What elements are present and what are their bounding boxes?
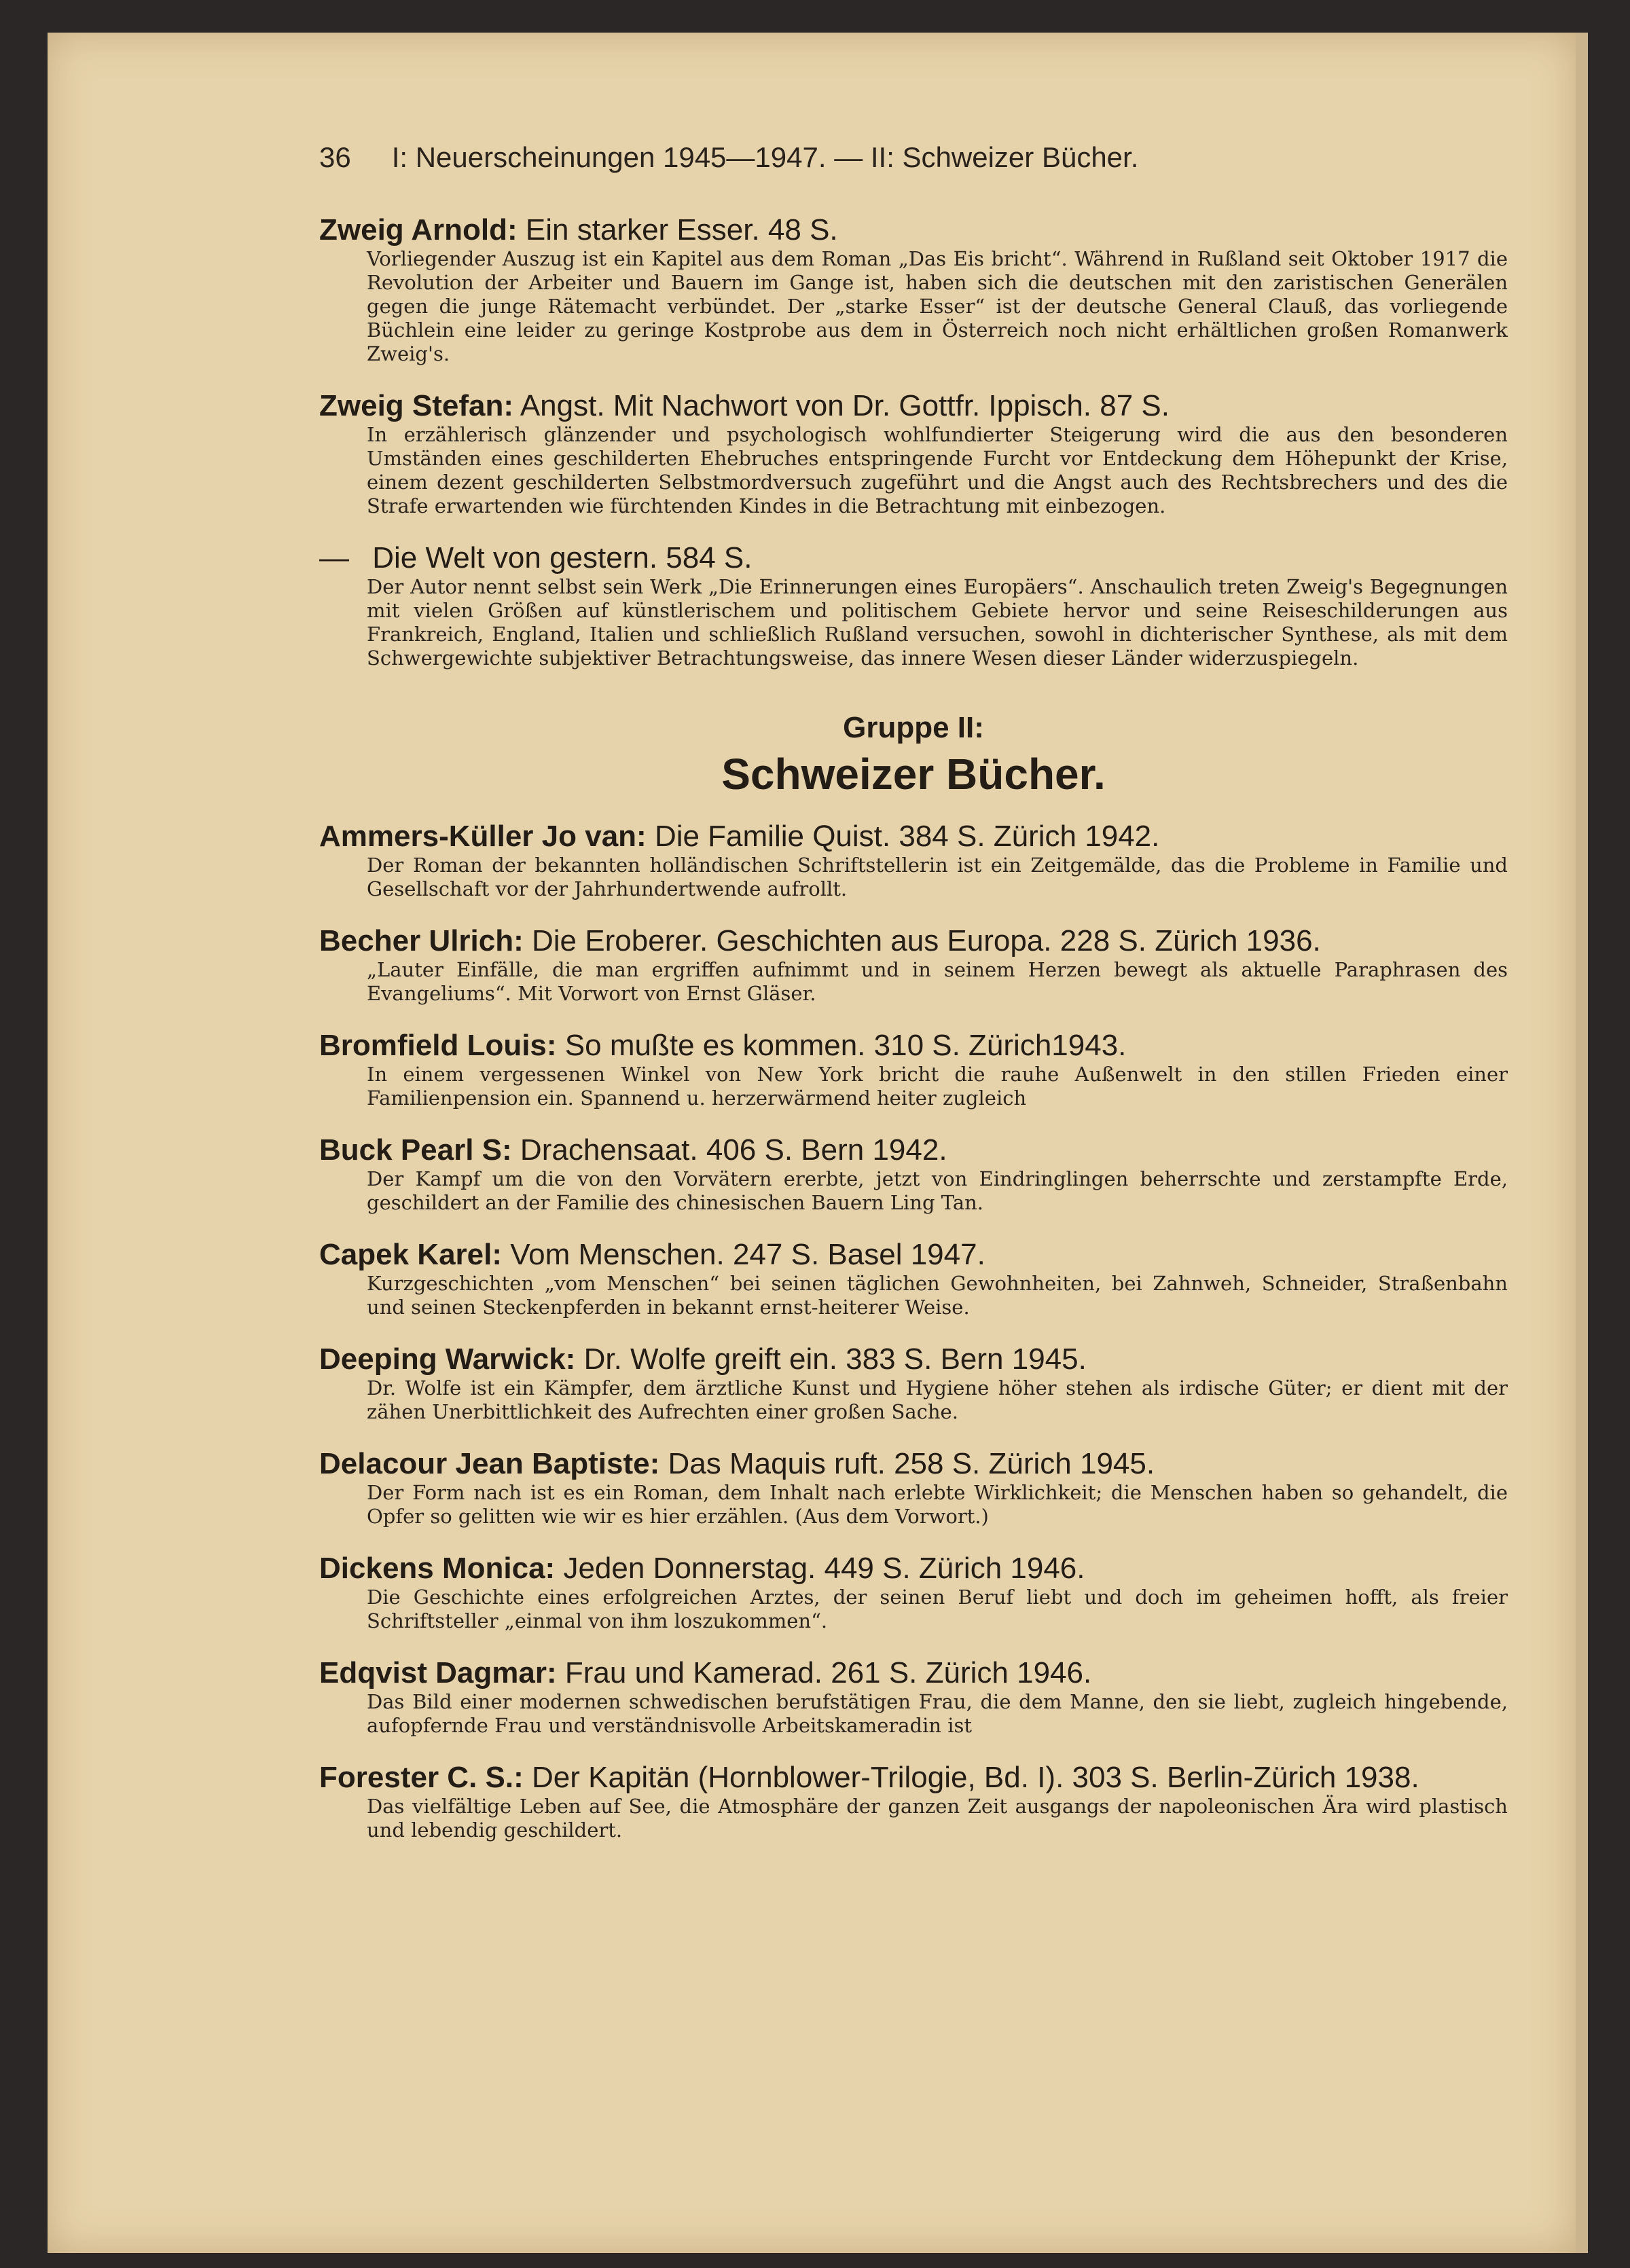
entry-description: Der Form nach ist es ein Roman, dem Inhalt nach erlebte Wirklichkeit; die Menschen haben so gehandelt, die Opfer so gelitten wie wir es hier erzählen. (Aus dem Vorwort.) [367, 1481, 1508, 1528]
entry-description: Kurzgeschichten „vom Menschen“ bei seinen täglichen Gewohnheiten, bei Zahnweh, Schneider, Straßenbahn und seinen Steckenpferden in bekannt ernst-heiterer Weise. [367, 1272, 1508, 1319]
entry-author: Dickens Monica: [319, 1552, 556, 1585]
entry-author: Buck Pearl S: [319, 1133, 512, 1167]
entry-description: Vorliegender Auszug ist ein Kapitel aus dem Roman „Das Eis bricht“. Während in Rußland seit Oktober 1917 die Revolution der Arbeiter und Bauern im Gange ist, haben sich die deutschen mit den zaristischen Generälen gegen die junge Rätemacht verbündet. Der „starke Esser“ ist der deutsche General Clauß, das vorliegende Büchlein eine leider zu geringe Kostprobe aus dem in Österreich noch nicht erhältlichen großen Romanwerk Zweig's. [367, 247, 1508, 365]
entry [319, 1133, 1508, 1215]
entry-heading [319, 924, 1508, 958]
entry-description: Das Bild einer modernen schwedischen berufstätigen Frau, die dem Manne, den sie liebt, zugleich hingebende, aufopfernde Frau und verständnisvolle Arbeitskameradin ist [367, 1690, 1508, 1737]
entry-heading [319, 1656, 1508, 1690]
entry-heading [319, 1029, 1508, 1063]
entry [319, 1447, 1508, 1529]
entry [319, 1029, 1508, 1110]
entry-title: Ein starker Esser. 48 S. [525, 213, 838, 246]
entry [319, 924, 1508, 1006]
entry-heading [319, 213, 1508, 247]
entry-title: Drachensaat. 406 S. Bern 1942. [520, 1133, 947, 1167]
entry-title: Dr. Wolfe greift ein. 383 S. Bern 1945. [583, 1342, 1087, 1376]
entry-description: Der Kampf um die von den Vorvätern ererbte, jetzt von Eindringlingen beherrschte und zerstampfte Erde, geschildert an der Familie des chinesischen Bauern Ling Tan. [367, 1167, 1508, 1214]
entry-author: Forester C. S.: [319, 1761, 524, 1794]
entry-author: Bromfield Louis: [319, 1029, 557, 1062]
entry-title: Angst. Mit Nachwort von Dr. Gottfr. Ippisch. 87 S. [520, 389, 1170, 422]
entry-description: Die Geschichte eines erfolgreichen Arztes, der seinen Beruf liebt und doch im geheimen hofft, als freier Schriftsteller „einmal von ihm loszukommen“. [367, 1586, 1508, 1632]
entry-title: Die Eroberer. Geschichten aus Europa. 228 S. Zürich 1936. [532, 924, 1321, 957]
entry [319, 213, 1508, 366]
entry-title: Der Kapitän (Hornblower-Trilogie, Bd. I). 303 S. Berlin-Zürich 1938. [531, 1761, 1419, 1794]
entry-title: Vom Menschen. 247 S. Basel 1947. [510, 1238, 985, 1271]
entry-heading [319, 1133, 1508, 1167]
running-title: I: Neuerscheinungen 1945—1947. — II: Schweizer Bücher. [391, 141, 1139, 173]
entry-author: Becher Ulrich: [319, 924, 524, 957]
entry-heading [319, 389, 1508, 423]
entry [319, 1761, 1508, 1842]
entry-author: Deeping Warwick: [319, 1342, 576, 1376]
group-title: Schweizer Bücher. [721, 750, 1106, 799]
entry-author: Delacour Jean Baptiste: [319, 1447, 660, 1480]
entry-description: In erzählerisch glänzender und psychologisch wohlfundierter Steigerung wird die aus den besonderen Umständen eines geschilderten Ehebruches entspringende Furcht vor Entdeckung dem Höhepunkt der Krise, einem dezent geschilderten Selbstmordversuch zugeführt und die Angst auch des Rechtsbrechers und des die Strafe erwartenden wie fürchtenden Kindes in die Betrachtung mit einbezogen. [367, 423, 1508, 517]
entry-title: Die Welt von gestern. 584 S. [372, 541, 753, 574]
entry [319, 1342, 1508, 1424]
entry-description: Der Autor nennt selbst sein Werk „Die Erinnerungen eines Europäers“. Anschaulich treten Zweig's Begegnungen mit vielen Größen auf künstlerischem und politischem Gebiete hervor und seine Reiseschilderungen aus Frankreich, England, Italien und schließlich Rußland versuchen, sowohl in dichterischer Synthese, als mit dem Schwergewichte subjektiver Betrachtungsweise, das innere Wesen dieser Länder widerzuspiegeln. [367, 575, 1508, 670]
entry-author: Capek Karel: [319, 1238, 503, 1271]
page-content [319, 141, 1508, 1865]
page-number: 36 [319, 141, 351, 173]
entry-heading [319, 1447, 1508, 1481]
entry-title: Die Familie Quist. 384 S. Zürich 1942. [654, 820, 1160, 853]
entry-heading [319, 1238, 1508, 1272]
entry-description: Das vielfältige Leben auf See, die Atmosphäre der ganzen Zeit ausgangs der napoleonischen Ära wird plastisch und lebendig geschildert. [367, 1795, 1508, 1842]
entry-title: Frau und Kamerad. 261 S. Zürich 1946. [564, 1656, 1092, 1689]
entry-description: „Lauter Einfälle, die man ergriffen aufnimmt und in seinem Herzen bewegt als aktuelle Paraphrasen des Evangeliums“. Mit Vorwort von Ernst Gläser. [367, 958, 1508, 1005]
entry-heading [319, 820, 1508, 854]
entry [319, 389, 1508, 518]
entry-description: In einem vergessenen Winkel von New York bricht die rauhe Außenwelt in den stillen Frieden einer Familienpension ein. Spannend u. herzerwärmend heiter zugleich [367, 1063, 1508, 1110]
entry [319, 820, 1508, 901]
entry-title: Das Maquis ruft. 258 S. Zürich 1945. [668, 1447, 1155, 1480]
entry-heading [319, 1552, 1508, 1586]
entry-description: Der Roman der bekannten holländischen Schriftstellerin ist ein Zeitgemälde, das die Probleme in Familie und Gesellschaft vor der Jahrhundertwende aufrollt. [367, 854, 1508, 900]
book-page [48, 33, 1588, 2253]
entry-heading [319, 1761, 1508, 1795]
entry-author: Edqvist Dagmar: [319, 1656, 557, 1689]
entry-author: Zweig Stefan: [319, 389, 514, 422]
entry-author: Zweig Arnold: [319, 213, 518, 246]
ditto-dash: — [319, 541, 349, 574]
entry-author: Ammers-Küller Jo van: [319, 820, 647, 853]
sub-entry [319, 541, 1508, 670]
entry [319, 1238, 1508, 1319]
running-head [319, 141, 1508, 174]
entry-heading [319, 541, 1508, 575]
group-label: Gruppe II: [843, 711, 984, 744]
entry-title: Jeden Donnerstag. 449 S. Zürich 1946. [563, 1552, 1085, 1585]
entry [319, 1552, 1508, 1633]
entry-title: So mußte es kommen. 310 S. Zürich1943. [564, 1029, 1127, 1062]
entry-description: Dr. Wolfe ist ein Kämpfer, dem ärztliche Kunst und Hygiene höher stehen als irdische Güter; er dient mit der zähen Unerbittlichkeit des Aufrechten einer großen Sache. [367, 1376, 1508, 1423]
entry [319, 1656, 1508, 1738]
entry-heading [319, 1342, 1508, 1376]
